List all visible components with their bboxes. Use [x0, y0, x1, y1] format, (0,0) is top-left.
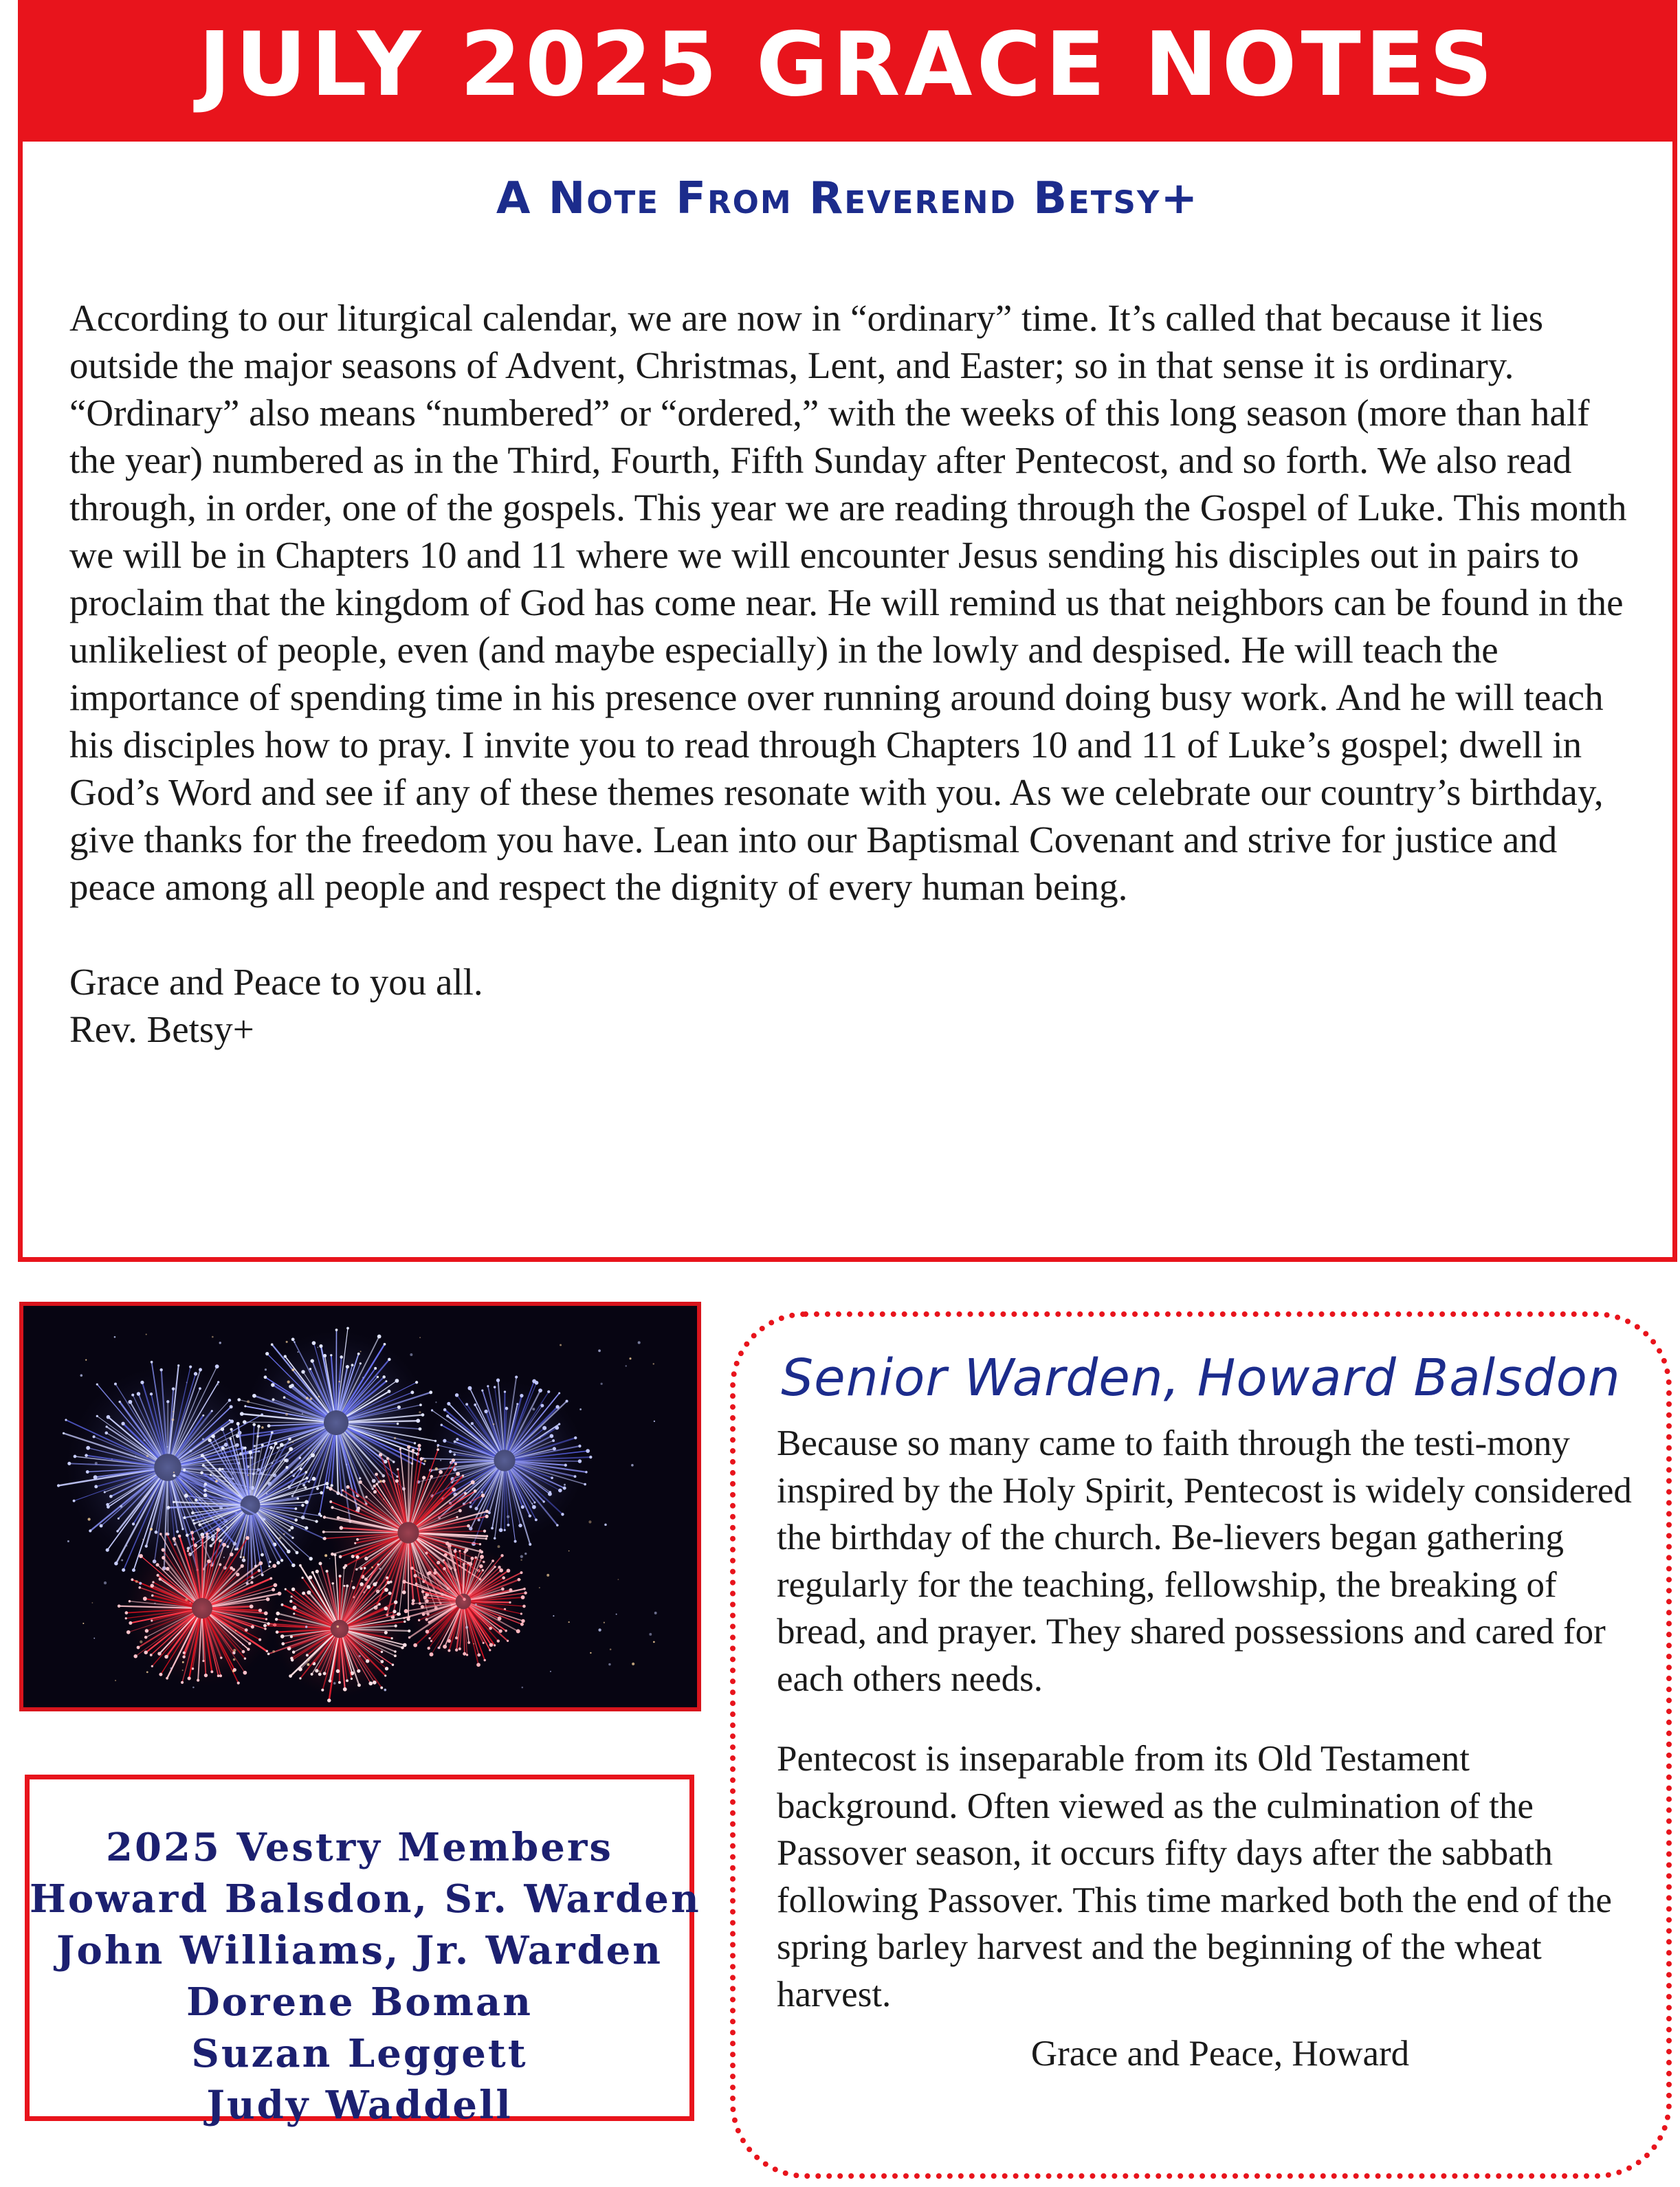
reverend-note-closing: Grace and Peace to you all. — [69, 961, 483, 1003]
vestry-member: John Williams, Jr. Warden — [56, 1928, 663, 1973]
senior-warden-body — [777, 1420, 1636, 2078]
vestry-member: Suzan Leggett — [191, 2031, 528, 2076]
senior-warden-paragraph: Because so many came to faith through the testi-mony inspired by the Holy Spirit, Pentecost is widely considered the birthday of the church. Be-lievers began gathering regularly for the teaching, fellowship, the breaking of bread, and prayer. They shared possessions and cared for each others needs. — [777, 1423, 1632, 1699]
senior-warden-box — [730, 1311, 1672, 2179]
vestry-member: Judy Waddell — [206, 2083, 513, 2128]
reverend-note-box — [18, 142, 1677, 1262]
senior-warden-signoff: Grace and Peace, Howard — [1030, 2034, 1410, 2074]
newsletter-title: JULY 2025 GRACE NOTES — [198, 14, 1497, 116]
reverend-note-body — [69, 294, 1627, 1053]
vestry-list — [30, 1822, 701, 2131]
vestry-title: 2025 Vestry Members — [106, 1825, 613, 1870]
vestry-member: Dorene Boman — [186, 1979, 533, 2025]
vestry-member: Howard Balsdon, Sr. Warden — [30, 1876, 701, 1922]
reverend-note-signature: Rev. Betsy+ — [69, 1008, 254, 1050]
senior-warden-paragraph: Pentecost is inseparable from its Old Testament background. Often viewed as the culmination of the Passover season, it occurs fifty days after the sabbath following Passover. This time marked both the end of the spring barley harvest and the beginning of the wheat harvest. — [777, 1739, 1612, 2014]
senior-warden-heading: Senior Warden, Howard Balsdon — [781, 1348, 1621, 1408]
reverend-note-paragraph: According to our liturgical calendar, we are now in “ordinary” time. It’s called that because it lies outside the major seasons of Advent, Christmas, Lent, and Easter; so in that sense it is ordinary. “Ordinary” also means “numbered” or “ordered,” with the weeks of this long season (more than half the year) numbered as in the Third, Fourth, Fifth Sunday after Pentecost, and so forth. We also read through, in order, one of the gospels. This year we are reading through the Gospel of Luke. This month we will be in Chapters 10 and 11 where we will encounter Jesus sending his disciples out in pairs to proclaim that the kingdom of God has come near. He will remind us that neighbors can be found in the unlikeliest of people, even (and maybe especially) in the lowly and despised. He will teach the importance of spending time in his presence over running around doing busy work. And he will teach his disciples how to pray. I invite you to read through Chapters 10 and 11 of Luke’s gospel; dwell in God’s Word and see if any of these themes resonate with you. As we celebrate our country’s birthday, give thanks for the freedom you have. Lean into our Baptismal Covenant and strive for justice and peace among all people and respect the dignity of every human being. — [69, 297, 1627, 908]
fireworks-icon — [23, 1306, 697, 1707]
reverend-note-heading: A Note From Reverend Betsy+ — [496, 173, 1200, 224]
masthead — [18, 0, 1677, 142]
vestry-members-box — [25, 1775, 701, 2128]
fireworks-photo — [19, 1302, 701, 1711]
